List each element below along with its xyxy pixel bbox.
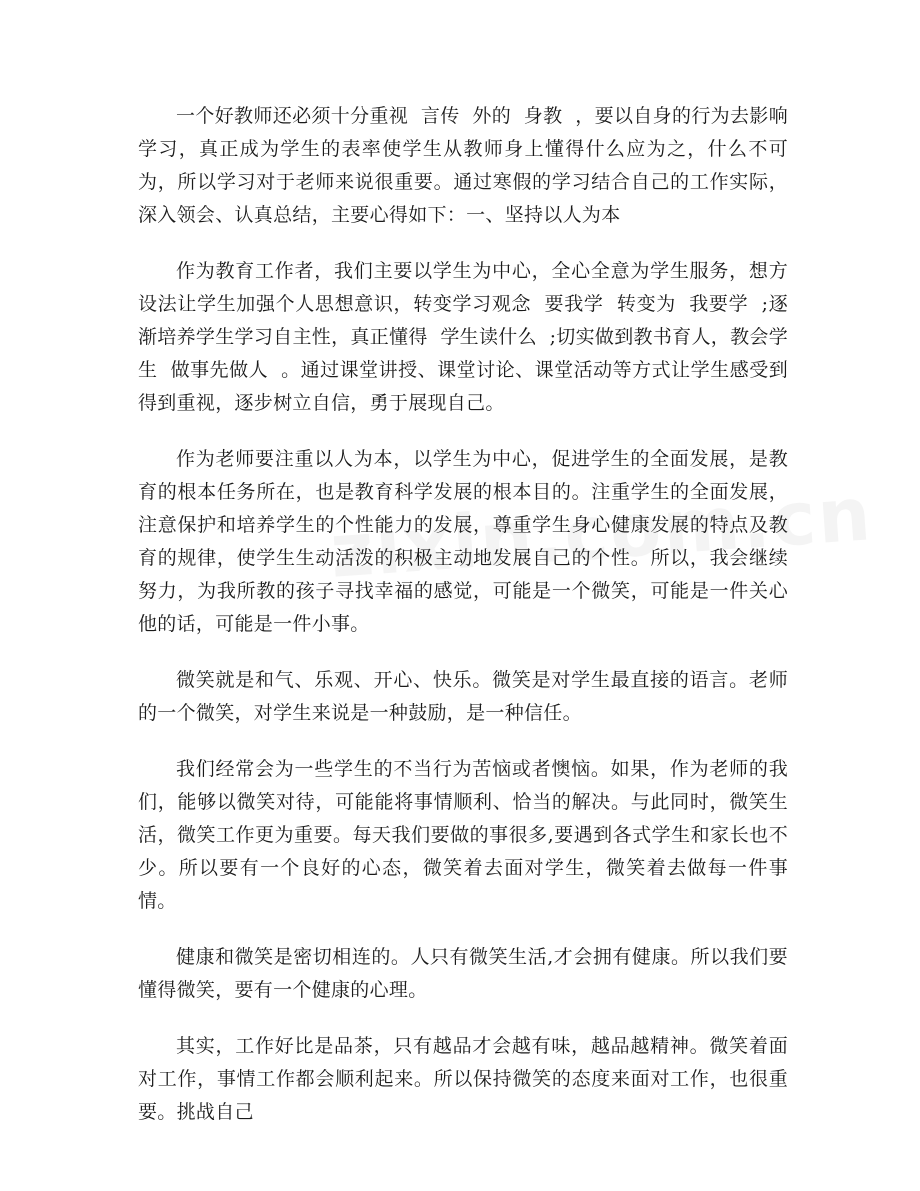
paragraph-7: 其实，工作好比是品茶，只有越品才会越有味，越品越精神。微笑着面对工作，事情工作都会顺利起来。所以保持微笑的态度来面对工作，也很重要。挑战自己: [138, 1035, 788, 1123]
paragraph-4: 微笑就是和气、乐观、开心、快乐。微笑是对学生最直接的语言。老师的一个微笑，对学生来说是一种鼓励，是一种信任。: [138, 669, 788, 724]
paragraph-5: 我们经常会为一些学生的不当行为苦恼或者懊恼。如果，作为老师的我们，能够以微笑对待，可能能将事情顺利、恰当的解决。与此同时，微笑生活，微笑工作更为重要。每天我们要做的事很多,要遇到各式学生和家长也不少。所以要有一个良好的心态，微笑着去面对学生，微笑着去做每一件事情。: [138, 758, 788, 912]
paragraph-1: 一个好教师还必须十分重视 言传 外的 身教 ，要以自身的行为去影响学习，真正成为学生的表率使学生从教师身上懂得什么应为之，什么不可为，所以学习对于老师来说很重要。通过寒假的学习结合自己的工作实际，深入领会、认真总结，主要心得如下：一、坚持以人为本: [138, 105, 788, 226]
document-body: [138, 100, 788, 1152]
paragraph-3: 作为老师要注重以人为本，以学生为中心，促进学生的全面发展，是教育的根本任务所在，也是教育科学发展的根本目的。注重学生的全面发展，注意保护和培养学生的个性能力的发展，尊重学生身心健康发展的特点及教育的规律，使学生生动活泼的积极主动地发展自己的个性。所以，我会继续努力，为我所教的孩子寻找幸福的感觉，可能是一个微笑，可能是一件关心他的话，可能是一件小事。: [138, 448, 788, 635]
paragraph-2: 作为教育工作者，我们主要以学生为中心，全心全意为学生服务，想方设法让学生加强个人思想意识，转变学习观念 要我学 转变为 我要学 ;逐渐培养学生学习自主性，真正懂得 学生读什么 ;切实做到教书育人，教会学生 做事先做人 。通过课堂讲授、课堂讨论、课堂活动等方式让学生感受到得到重视，逐步树立自信，勇于展现自己。: [138, 260, 788, 414]
paragraph-6: 健康和微笑是密切相连的。人只有微笑生活,才会拥有健康。所以我们要懂得微笑，要有一个健康的心理。: [138, 946, 788, 1001]
